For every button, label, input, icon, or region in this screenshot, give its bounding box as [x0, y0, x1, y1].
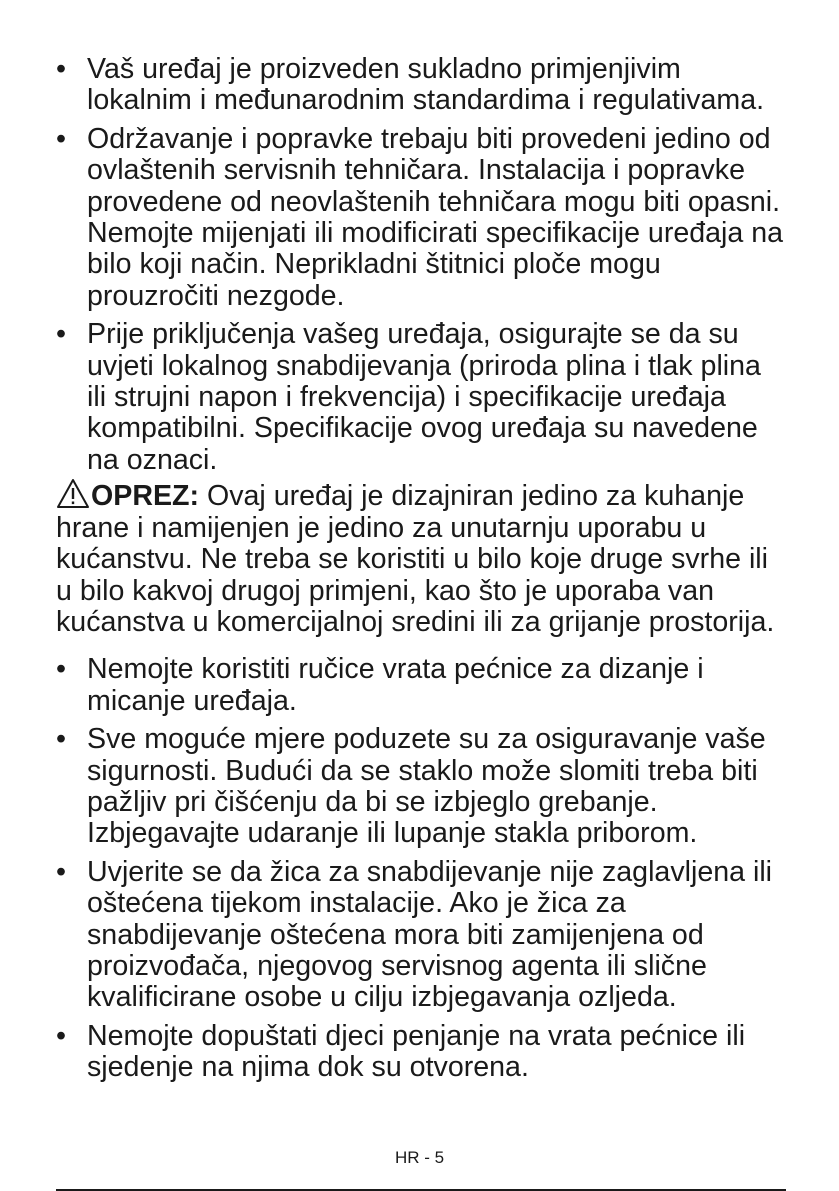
caution-text: Ovaj uređaj je dizajniran jedino za kuhanje hrane i namijenjen je jedino za unutarnju uporabu u kućanstvu. Ne treba se koristiti u bilo koje druge svrhe ili u bilo kakvoj drugoj primjeni, kao što je uporaba van kućanstva u komercijalnoj sredini ili za grijanje prostorija.: [56, 480, 775, 638]
safety-list-top: [56, 54, 786, 476]
list-item: [56, 857, 786, 1014]
list-item-text: Uvjerite se da žica za snabdijevanje nije zaglavljena ili oštećena tijekom instalacije. Ako je žica za snabdijevanje oštećena mora biti zamijenjena od proizvođača, njegovog servisnog agenta ili slične kvalificirane osobe u cilju izbjegavanja ozljeda.: [87, 855, 773, 1014]
caution-paragraph: [56, 478, 786, 638]
bullet-icon: •: [56, 53, 67, 85]
list-item-text: Nemojte dopuštati djeci penjanje na vrata pećnice ili sjedenje na njima dok su otvorena.: [87, 1019, 746, 1084]
list-item-text: Održavanje i popravke trebaju biti provedeni jedino od ovlaštenih servisnih tehničara. Instalacija i popravke provedene od neovlaštenih tehničara mogu biti opasni. Nemojte mijenjati ili modificirati specifikacije uređaja na bilo koji način. Neprikladni štitnici ploče mogu prouzročiti nezgode.: [87, 122, 784, 312]
bullet-icon: •: [56, 855, 67, 888]
caution-label: OPREZ:: [91, 480, 200, 513]
bullet-icon: •: [56, 122, 67, 155]
list-item: [56, 724, 786, 850]
list-item: [56, 1021, 786, 1084]
list-item: [56, 54, 786, 117]
bullet-icon: •: [56, 653, 67, 686]
list-item-text: Vaš uređaj je proizveden sukladno primjenjivim lokalnim i međunarodnim standardima i regulativama.: [87, 53, 765, 117]
document-body: [56, 54, 786, 1091]
warning-triangle-icon: [56, 478, 90, 509]
page-number: HR - 5: [394, 1148, 445, 1167]
list-item: [56, 654, 786, 717]
bullet-icon: •: [56, 318, 67, 351]
list-item-text: Prije priključenja vašeg uređaja, osigurajte se da su uvjeti lokalnog snabdijevanja (priroda plina i tlak plina ili strujni napon i frekvencija) i specifikacije uređaja kompatibilni. Specifikacije ovog uređaja su navedene na oznaci.: [87, 318, 761, 476]
safety-list-bottom: [56, 654, 786, 1083]
bullet-icon: •: [56, 1019, 67, 1052]
list-item: [56, 319, 786, 476]
list-item-text: Sve moguće mjere poduzete su za osiguravanje vaše sigurnosti. Budući da se staklo može slomiti treba biti pažljiv pri čišćenju da bi se izbjeglo grebanje. Izbjegavajte udaranje ili lupanje stakla priborom.: [87, 723, 766, 850]
bullet-icon: •: [56, 723, 67, 756]
list-item-text: Nemojte koristiti ručice vrata pećnice za dizanje i micanje uređaja.: [87, 653, 704, 717]
list-item: [56, 124, 786, 312]
